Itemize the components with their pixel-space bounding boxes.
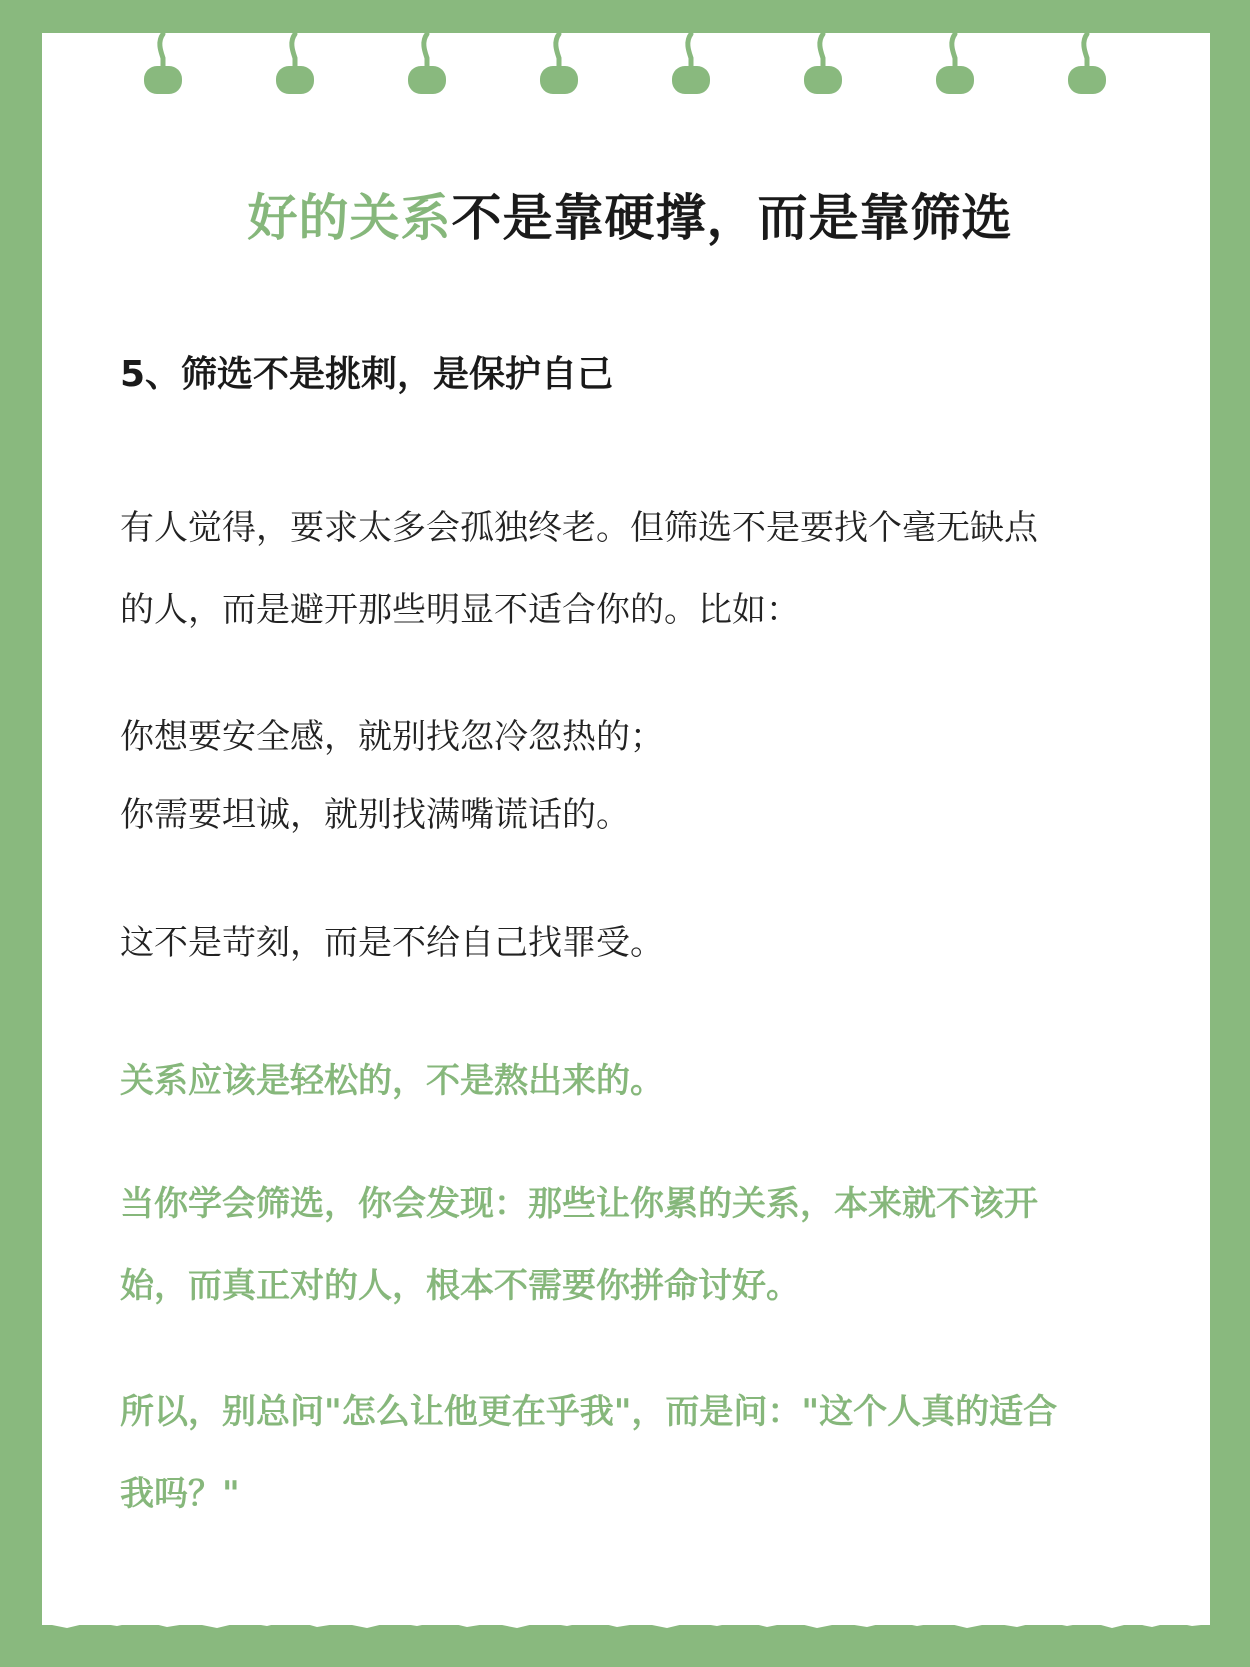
paragraph-conclusion	[120, 902, 1140, 984]
highlight-line: 始，而真正对的人，根本不需要你拼命讨好。	[120, 1266, 800, 1306]
paragraph-line: 有人觉得，要求太多会孤独终老。但筛选不是要找个毫无缺点	[120, 508, 1038, 548]
ring-hook-icon	[936, 34, 974, 94]
highlight-line: 所以，别总问"怎么让他更在乎我"，而是问："这个人真的适合	[120, 1392, 1058, 1432]
highlight-line: 当你学会筛选，你会发现：那些让你累的关系，本来就不该开	[120, 1184, 1038, 1224]
binder-rings	[0, 0, 1250, 110]
paragraph-line: 这不是苛刻，而是不给自己找罪受。	[120, 923, 664, 963]
title-accent: 好的关系	[247, 189, 452, 247]
section-heading: 5、筛选不是挑刺，是保护自己	[120, 354, 614, 395]
paragraph-examples	[120, 696, 1140, 856]
ring-hook-icon	[144, 34, 182, 94]
ring-hook-icon	[276, 34, 314, 94]
ring-hook-icon	[408, 34, 446, 94]
page-title	[120, 183, 1140, 253]
highlight-two	[120, 1163, 1140, 1327]
ring-hook-icon	[804, 34, 842, 94]
paragraph-line: 你想要安全感，就别找忽冷忽热的；	[120, 717, 664, 757]
paragraph-line: 你需要坦诚，就别找满嘴谎话的。	[120, 795, 630, 835]
highlight-line: 关系应该是轻松的，不是熬出来的。	[120, 1061, 664, 1101]
ring-hook-icon	[1068, 34, 1106, 94]
ring-hook-icon	[672, 34, 710, 94]
highlight-one	[120, 1040, 1140, 1122]
torn-paper-edge	[42, 1602, 1210, 1642]
ring-hook-icon	[540, 34, 578, 94]
highlight-line: 我吗？"	[120, 1474, 240, 1514]
paragraph-intro	[120, 487, 1140, 651]
paragraph-line: 的人，而是避开那些明显不适合你的。比如：	[120, 590, 800, 630]
title-rest: 不是靠硬撑，而是靠筛选	[451, 189, 1013, 247]
highlight-three	[120, 1371, 1140, 1535]
